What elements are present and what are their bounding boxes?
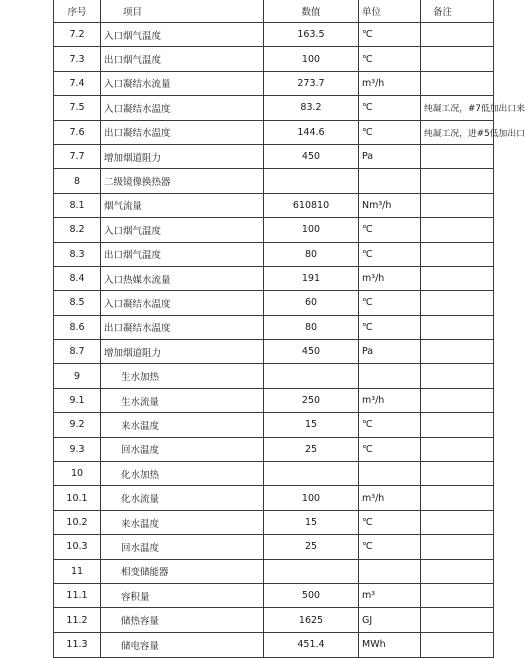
row-note bbox=[421, 144, 494, 168]
row-item: 化水流量 bbox=[101, 486, 264, 510]
row-unit: ℃ bbox=[359, 291, 421, 315]
row-item: 化水加热 bbox=[101, 462, 264, 486]
row-value: 100 bbox=[264, 47, 359, 71]
row-value: 25 bbox=[264, 437, 359, 461]
row-note bbox=[421, 291, 494, 315]
table-row bbox=[54, 608, 494, 632]
row-value: 144.6 bbox=[264, 120, 359, 144]
row-unit: ℃ bbox=[359, 242, 421, 266]
row-number: 8.2 bbox=[54, 218, 101, 242]
row-number: 8 bbox=[54, 169, 101, 193]
row-unit: Pa bbox=[359, 340, 421, 364]
row-note bbox=[421, 388, 494, 412]
table-row bbox=[54, 266, 494, 290]
row-value bbox=[264, 559, 359, 583]
row-number: 7.2 bbox=[54, 23, 101, 47]
row-number: 7.5 bbox=[54, 96, 101, 120]
table-row bbox=[54, 169, 494, 193]
row-unit bbox=[359, 364, 421, 388]
row-item: 入口凝结水流量 bbox=[101, 71, 264, 95]
row-unit: ℃ bbox=[359, 413, 421, 437]
header-note: 备注 bbox=[421, 0, 494, 23]
table-row bbox=[54, 462, 494, 486]
table-row bbox=[54, 242, 494, 266]
row-note bbox=[421, 193, 494, 217]
row-unit: ℃ bbox=[359, 120, 421, 144]
row-item: 生水加热 bbox=[101, 364, 264, 388]
table-row bbox=[54, 340, 494, 364]
row-number: 8.7 bbox=[54, 340, 101, 364]
table-row bbox=[54, 291, 494, 315]
row-unit: ℃ bbox=[359, 96, 421, 120]
row-note bbox=[421, 559, 494, 583]
row-value: 100 bbox=[264, 486, 359, 510]
row-unit: m³/h bbox=[359, 71, 421, 95]
row-note bbox=[421, 242, 494, 266]
row-note bbox=[421, 71, 494, 95]
row-note bbox=[421, 364, 494, 388]
row-note bbox=[421, 340, 494, 364]
row-item: 增加烟道阻力 bbox=[101, 340, 264, 364]
table-row bbox=[54, 23, 494, 47]
table-row bbox=[54, 71, 494, 95]
table-row bbox=[54, 510, 494, 534]
row-number: 7.6 bbox=[54, 120, 101, 144]
row-unit: Nm³/h bbox=[359, 193, 421, 217]
row-note bbox=[421, 437, 494, 461]
row-unit: m³/h bbox=[359, 388, 421, 412]
row-unit: GJ bbox=[359, 608, 421, 632]
table-row bbox=[54, 632, 494, 657]
row-number: 9.1 bbox=[54, 388, 101, 412]
row-number: 9.2 bbox=[54, 413, 101, 437]
table-row bbox=[54, 388, 494, 412]
row-value: 60 bbox=[264, 291, 359, 315]
table-row bbox=[54, 120, 494, 144]
row-item: 来水温度 bbox=[101, 413, 264, 437]
table-header-row bbox=[54, 0, 494, 23]
table-body bbox=[54, 23, 525, 658]
row-number: 8.6 bbox=[54, 315, 101, 339]
row-unit: m³ bbox=[359, 583, 421, 607]
row-item: 出口烟气温度 bbox=[101, 47, 264, 71]
row-value bbox=[264, 364, 359, 388]
table-row bbox=[54, 413, 494, 437]
table-row bbox=[54, 364, 494, 388]
table-row bbox=[54, 96, 494, 120]
row-number: 9.3 bbox=[54, 437, 101, 461]
row-unit: ℃ bbox=[359, 315, 421, 339]
header-no: 序号 bbox=[54, 0, 101, 23]
row-note bbox=[421, 632, 494, 657]
row-unit bbox=[359, 462, 421, 486]
row-note bbox=[421, 510, 494, 534]
row-item: 出口凝结水温度 bbox=[101, 120, 264, 144]
row-note bbox=[421, 583, 494, 607]
row-value: 191 bbox=[264, 266, 359, 290]
row-item: 入口烟气温度 bbox=[101, 23, 264, 47]
row-value: 450 bbox=[264, 340, 359, 364]
row-value bbox=[264, 462, 359, 486]
row-value: 451.4 bbox=[264, 632, 359, 657]
row-note bbox=[421, 462, 494, 486]
row-item: 储电容量 bbox=[101, 632, 264, 657]
row-value: 15 bbox=[264, 510, 359, 534]
row-item: 回水温度 bbox=[101, 437, 264, 461]
table-row bbox=[54, 486, 494, 510]
row-value: 15 bbox=[264, 413, 359, 437]
row-unit bbox=[359, 169, 421, 193]
row-unit: ℃ bbox=[359, 23, 421, 47]
row-unit: ℃ bbox=[359, 47, 421, 71]
row-unit: m³/h bbox=[359, 486, 421, 510]
row-unit: m³/h bbox=[359, 266, 421, 290]
row-number: 9 bbox=[54, 364, 101, 388]
row-unit: ℃ bbox=[359, 535, 421, 559]
table-row bbox=[54, 535, 494, 559]
row-note: 纯凝工况，进#5低加出口 bbox=[421, 120, 494, 144]
table-row bbox=[54, 559, 494, 583]
row-number: 7.4 bbox=[54, 71, 101, 95]
row-number: 7.7 bbox=[54, 144, 101, 168]
row-item: 入口凝结水温度 bbox=[101, 96, 264, 120]
row-value: 1625 bbox=[264, 608, 359, 632]
parameter-table bbox=[53, 0, 525, 658]
row-number: 10.3 bbox=[54, 535, 101, 559]
row-number: 8.5 bbox=[54, 291, 101, 315]
row-value: 80 bbox=[264, 242, 359, 266]
row-value: 250 bbox=[264, 388, 359, 412]
row-value: 80 bbox=[264, 315, 359, 339]
row-number: 11.3 bbox=[54, 632, 101, 657]
header-unit: 单位 bbox=[359, 0, 421, 23]
row-unit: Pa bbox=[359, 144, 421, 168]
row-value: 163.5 bbox=[264, 23, 359, 47]
row-item: 增加烟道阻力 bbox=[101, 144, 264, 168]
row-value: 100 bbox=[264, 218, 359, 242]
row-note bbox=[421, 23, 494, 47]
row-note bbox=[421, 608, 494, 632]
row-note bbox=[421, 169, 494, 193]
table-row bbox=[54, 583, 494, 607]
row-item: 回水温度 bbox=[101, 535, 264, 559]
row-number: 8.4 bbox=[54, 266, 101, 290]
row-item: 容积量 bbox=[101, 583, 264, 607]
row-item: 入口凝结水温度 bbox=[101, 291, 264, 315]
row-note bbox=[421, 47, 494, 71]
row-number: 10 bbox=[54, 462, 101, 486]
header-value: 数值 bbox=[264, 0, 359, 23]
row-number: 11.2 bbox=[54, 608, 101, 632]
row-item: 入口热媒水流量 bbox=[101, 266, 264, 290]
row-value: 273.7 bbox=[264, 71, 359, 95]
row-value: 450 bbox=[264, 144, 359, 168]
row-unit: MWh bbox=[359, 632, 421, 657]
row-note bbox=[421, 315, 494, 339]
row-number: 7.3 bbox=[54, 47, 101, 71]
row-note bbox=[421, 266, 494, 290]
row-number: 10.1 bbox=[54, 486, 101, 510]
row-value: 25 bbox=[264, 535, 359, 559]
row-number: 11.1 bbox=[54, 583, 101, 607]
table-row bbox=[54, 315, 494, 339]
row-item: 出口烟气温度 bbox=[101, 242, 264, 266]
table-row bbox=[54, 193, 494, 217]
parameter-table-container bbox=[53, 0, 525, 658]
row-value: 610810 bbox=[264, 193, 359, 217]
row-value: 500 bbox=[264, 583, 359, 607]
row-note bbox=[421, 413, 494, 437]
row-note bbox=[421, 535, 494, 559]
row-unit: ℃ bbox=[359, 510, 421, 534]
row-value bbox=[264, 169, 359, 193]
row-note bbox=[421, 218, 494, 242]
row-value: 83.2 bbox=[264, 96, 359, 120]
row-number: 11 bbox=[54, 559, 101, 583]
header-item: 项目 bbox=[101, 0, 264, 23]
row-note: 纯凝工况，#7低加出口来 bbox=[421, 96, 494, 120]
row-item: 出口凝结水温度 bbox=[101, 315, 264, 339]
row-item: 储热容量 bbox=[101, 608, 264, 632]
row-item: 二级镜像换热器 bbox=[101, 169, 264, 193]
row-unit: ℃ bbox=[359, 218, 421, 242]
table-row bbox=[54, 144, 494, 168]
row-number: 10.2 bbox=[54, 510, 101, 534]
row-unit: ℃ bbox=[359, 437, 421, 461]
table-row bbox=[54, 47, 494, 71]
row-item: 烟气流量 bbox=[101, 193, 264, 217]
row-item: 相变储能器 bbox=[101, 559, 264, 583]
row-unit bbox=[359, 559, 421, 583]
row-item: 来水温度 bbox=[101, 510, 264, 534]
row-note bbox=[421, 486, 494, 510]
row-item: 生水流量 bbox=[101, 388, 264, 412]
table-row bbox=[54, 437, 494, 461]
row-number: 8.1 bbox=[54, 193, 101, 217]
table-row bbox=[54, 218, 494, 242]
row-number: 8.3 bbox=[54, 242, 101, 266]
row-item: 入口烟气温度 bbox=[101, 218, 264, 242]
